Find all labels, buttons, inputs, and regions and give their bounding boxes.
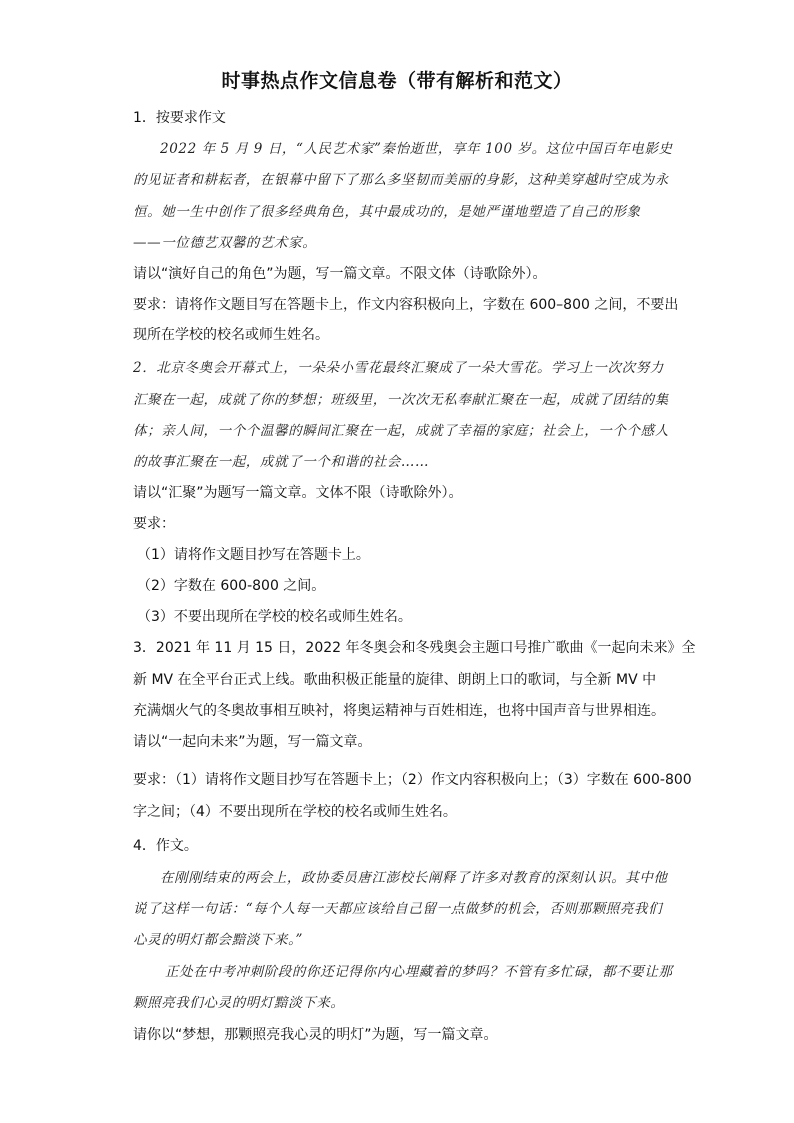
q1-material-line: 2022 年 5 月 9 日，“人民艺术家”秦怡逝世，享年 100 岁。这位中国百年电影史 [160,141,673,157]
q1-requirement-line: 要求：请将作文题目写在答题卡上，作文内容积极向上，字数在 600–800 之间，不要出 [133,297,679,313]
q1-heading: 1．按要求作文 [133,110,226,126]
q3-requirement-line: 要求：（1）请将作文题目抄写在答题卡上；（2）作文内容积极向上；（3）字数在 600-800 [133,772,692,788]
q4-material-line: 颗照亮我们心灵的明灯黯淡下来。 [133,995,345,1011]
q1-material-line: 的见证者和耕耘者，在银幕中留下了那么多坚韧而美丽的身影，这种美穿越时空成为永 [133,172,669,188]
q1-material-line: 恒。她一生中创作了很多经典角色，其中最成功的，是她严谨地塑造了自己的形象 [133,204,641,220]
q2-material-line: 的故事汇聚在一起，成就了一个和谐的社会…… [133,454,430,470]
q3-prompt: 请以“一起向未来”为题，写一篇文章。 [133,734,372,750]
q1-requirement-line: 现所在学校的校名或师生姓名。 [133,327,329,343]
q2-material-line: 2．北京冬奥会开幕式上，一朵朵小雪花最终汇聚成了一朵大雪花。学习上一次次努力 [133,360,664,376]
q4-material-line: 在刚刚结束的两会上，政协委员唐江澎校长阐释了许多对教育的深刻认识。其中他 [160,870,668,886]
q4-material-line: 正处在中考冲刺阶段的你还记得你内心埋藏着的梦吗？不管有多忙碌，都不要让那 [165,964,673,980]
q3-requirement-line: 字之间；（4）不要出现所在学校的校名或师生姓名。 [133,804,457,820]
q1-material-line: ——一位德艺双馨的艺术家。 [133,235,317,251]
q3-material-line: 新 MV 在全平台正式上线。歌曲积极正能量的旋律、朗朗上口的歌词，与全新 MV 中 [133,672,657,688]
page-title: 时事热点作文信息卷（带有解析和范文） [221,70,573,92]
q3-material-line: 3．2021 年 11 月 15 日，2022 年冬奥会和冬残奥会主题口号推广歌曲《一起向未来》全 [133,640,696,656]
q2-requirement-label: 要求： [133,516,175,532]
q2-material-line: 体；亲人间，一个个温馨的瞬间汇聚在一起，成就了幸福的家庭；社会上，一个个感人 [133,423,669,439]
q2-requirement-item: （2）字数在 600-800 之间。 [137,578,326,594]
q2-prompt: 请以“汇聚”为题写一篇文章。文体不限（诗歌除外）。 [133,485,463,501]
q4-material-line: 说了这样一句话：“每个人每一天都应该给自己留一点做梦的机会，否则那颗照亮我们 [133,901,663,917]
q3-material-line: 充满烟火气的冬奥故事相互映衬，将奥运精神与百姓相连，也将中国声音与世界相连。 [133,703,665,719]
q4-material-line: 心灵的明灯都会黯淡下来。” [133,932,303,948]
q2-material-line: 汇聚在一起，成就了你的梦想；班级里，一次次无私奉献汇聚在一起，成就了团结的集 [133,392,669,408]
q2-requirement-item: （1）请将作文题目抄写在答题卡上。 [137,547,370,563]
q4-heading: 4．作文。 [133,838,198,854]
q2-requirement-item: （3）不要出现所在学校的校名或师生姓名。 [137,609,412,625]
q1-prompt: 请以“演好自己的角色”为题，写一篇文章。不限文体（诗歌除外）。 [133,266,547,282]
q4-prompt: 请你以“梦想，那颗照亮我心灵的明灯”为题，写一篇文章。 [133,1027,498,1043]
